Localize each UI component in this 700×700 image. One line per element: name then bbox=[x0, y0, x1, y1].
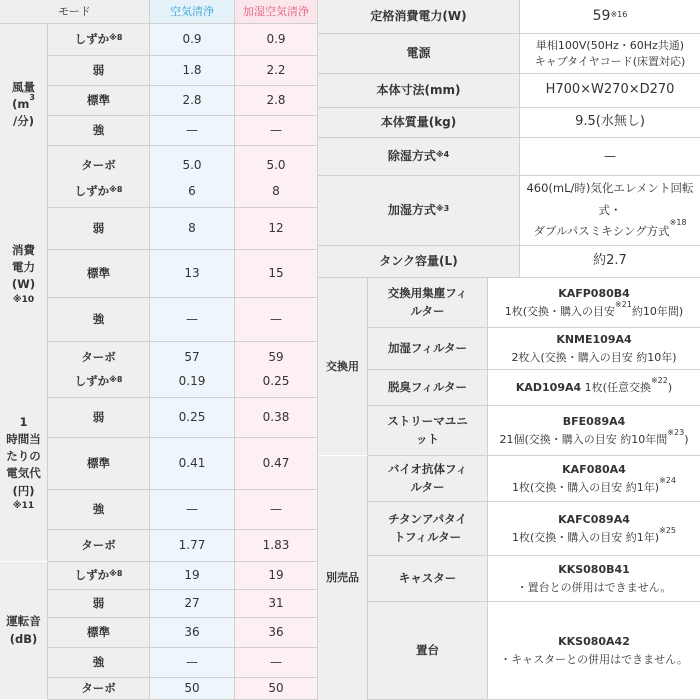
part-code: BFE089A4 bbox=[562, 414, 626, 428]
humid-label-text: 加湿方式 bbox=[387, 202, 436, 217]
part-code: KNME109A4 bbox=[556, 332, 632, 346]
weight-label-text: 本体質量(kg) bbox=[380, 114, 457, 129]
power-value-text: 59 bbox=[592, 8, 611, 25]
cell-air-clean bbox=[150, 590, 235, 618]
group-label-line: 1 bbox=[19, 414, 28, 429]
cell-humid-clean bbox=[235, 86, 318, 116]
cell-humid-clean bbox=[235, 116, 318, 146]
part-code: KKS080B41 bbox=[558, 562, 630, 576]
source-label-text: 電源 bbox=[406, 45, 431, 60]
row-mode-label bbox=[48, 398, 150, 438]
cell-air-clean bbox=[150, 366, 235, 398]
part-detail-line bbox=[500, 651, 688, 669]
cell-air-value: — bbox=[186, 501, 198, 516]
row-mode-label bbox=[48, 562, 150, 590]
row-mode-name: 強 bbox=[92, 312, 105, 327]
row-mode-name: 強 bbox=[92, 123, 105, 138]
weight-label bbox=[318, 108, 520, 138]
header-air-clean bbox=[150, 0, 235, 24]
part-code: KKS080A42 bbox=[558, 634, 630, 648]
row-mode-label bbox=[48, 86, 150, 116]
size-label bbox=[318, 74, 520, 108]
cell-humid-clean bbox=[235, 648, 318, 678]
power-label bbox=[318, 0, 520, 34]
group-label-line: 時間当 bbox=[6, 431, 41, 446]
cell-air-value: — bbox=[186, 122, 198, 137]
part-code: KAFP080B4 bbox=[558, 286, 630, 300]
cell-air-clean bbox=[150, 648, 235, 678]
source-line1: 単相100V(50Hz・60Hz共通) bbox=[535, 38, 685, 52]
group-label-line: 運転音 bbox=[6, 614, 41, 629]
cell-air-value: 0.25 bbox=[178, 409, 206, 424]
part-detail bbox=[488, 456, 700, 502]
cell-air-clean bbox=[150, 24, 235, 56]
cell-air-value: 0.9 bbox=[182, 31, 202, 46]
part-name bbox=[368, 328, 488, 370]
options-group-label bbox=[318, 456, 368, 700]
row-mode-name: 強 bbox=[92, 655, 105, 670]
cell-air-value: 1.8 bbox=[182, 62, 202, 77]
row-mode-name: 標準 bbox=[87, 93, 110, 108]
part-desc: ・キャスターとの併用はできません。 bbox=[500, 652, 688, 666]
cell-air-clean bbox=[150, 678, 235, 700]
group-label-line: 消費 bbox=[12, 242, 35, 257]
size-value bbox=[520, 74, 700, 108]
group-label-line: 電気代 bbox=[6, 466, 41, 481]
part-code: KAF080A4 bbox=[562, 462, 626, 476]
group-label bbox=[0, 24, 48, 186]
cell-air-value: 27 bbox=[184, 595, 200, 610]
row-mode-label bbox=[48, 590, 150, 618]
part-name-line: バイオ抗体フィ bbox=[387, 461, 468, 476]
row-mode-name: ターボ bbox=[81, 158, 116, 173]
row-mode-label bbox=[48, 56, 150, 86]
group-label-line: /分) bbox=[13, 114, 34, 129]
row-mode-name: しずか bbox=[74, 374, 110, 389]
cell-air-clean bbox=[150, 208, 235, 250]
row-mode-label bbox=[48, 176, 150, 208]
humid-line2: ダブルパスミキシング方式 bbox=[533, 224, 670, 239]
part-code: KAD109A4 bbox=[515, 380, 582, 394]
group-label bbox=[0, 562, 48, 700]
part-desc: ・置台との併用はできません。 bbox=[516, 580, 672, 594]
tank-value-text: 約2.7 bbox=[593, 253, 627, 269]
cell-humid-clean bbox=[235, 366, 318, 398]
dehumid-value bbox=[520, 138, 700, 176]
row-mode-label bbox=[48, 530, 150, 562]
part-name bbox=[368, 370, 488, 406]
humid-line2-note: ※18 bbox=[669, 218, 687, 228]
group-label-note: ※10 bbox=[12, 294, 35, 305]
part-name-line: トフィルター bbox=[393, 529, 462, 544]
cell-air-value: 0.41 bbox=[178, 455, 206, 470]
part-name bbox=[368, 602, 488, 700]
row-mode-name: ターボ bbox=[81, 350, 116, 365]
dehumid-label bbox=[318, 138, 520, 176]
left-spec-table bbox=[0, 0, 318, 700]
cell-humid-value: 8 bbox=[272, 183, 280, 198]
part-code: KAFC089A4 bbox=[558, 512, 630, 526]
row-mode-label bbox=[48, 490, 150, 530]
tank-value bbox=[520, 246, 700, 278]
cell-air-value: 8 bbox=[188, 220, 196, 235]
part-detail bbox=[488, 370, 700, 406]
cell-humid-value: 50 bbox=[268, 680, 284, 695]
cell-air-value: 13 bbox=[184, 265, 200, 280]
cell-humid-value: 31 bbox=[268, 595, 284, 610]
part-desc: 1枚(任意交換 bbox=[581, 380, 651, 394]
tank-label bbox=[318, 246, 520, 278]
cell-air-value: 2.8 bbox=[182, 92, 202, 107]
cell-air-clean bbox=[150, 438, 235, 490]
cell-air-value: — bbox=[186, 654, 198, 669]
cell-air-value: 0.19 bbox=[178, 373, 206, 388]
cell-air-value: 36 bbox=[184, 624, 200, 639]
part-name bbox=[368, 556, 488, 602]
part-name bbox=[368, 406, 488, 456]
row-mode-name: 標準 bbox=[87, 266, 110, 281]
part-name-line: 置台 bbox=[416, 642, 439, 657]
part-name-line: ルター bbox=[410, 479, 445, 494]
row-mode-note: ※8 bbox=[109, 32, 123, 42]
part-desc-end: 約10年間) bbox=[631, 304, 684, 318]
cell-humid-clean bbox=[235, 618, 318, 648]
options-group-text: 別売品 bbox=[326, 571, 359, 585]
right-spec-table bbox=[318, 0, 700, 700]
part-name-line: ストリーマユニ bbox=[387, 413, 468, 428]
row-mode-name: 標準 bbox=[87, 625, 110, 640]
dehumid-note: ※4 bbox=[435, 149, 450, 159]
row-mode-label bbox=[48, 618, 150, 648]
cell-air-clean bbox=[150, 618, 235, 648]
cell-air-clean bbox=[150, 398, 235, 438]
part-detail bbox=[488, 602, 700, 700]
part-detail-line bbox=[517, 579, 672, 597]
cell-humid-clean bbox=[235, 298, 318, 342]
replace-group-label bbox=[318, 278, 368, 456]
row-mode-name: 弱 bbox=[92, 410, 105, 425]
cell-humid-clean bbox=[235, 438, 318, 490]
header-mode-label: モード bbox=[58, 4, 91, 18]
part-detail-line bbox=[515, 375, 673, 397]
humid-value bbox=[520, 176, 700, 246]
row-mode-label bbox=[48, 250, 150, 298]
humid-label bbox=[318, 176, 520, 246]
cell-humid-value: — bbox=[270, 501, 282, 516]
part-name bbox=[368, 278, 488, 328]
size-label-text: 本体寸法(mm) bbox=[376, 82, 461, 97]
row-mode-name: 弱 bbox=[92, 596, 105, 611]
cell-humid-value: 2.2 bbox=[266, 62, 286, 77]
part-note: ※23 bbox=[667, 427, 685, 437]
part-detail bbox=[488, 278, 700, 328]
row-mode-name: 強 bbox=[92, 502, 105, 517]
group-label-sup: 3 bbox=[29, 92, 35, 102]
part-name bbox=[368, 456, 488, 502]
cell-humid-value: 1.83 bbox=[262, 537, 290, 552]
cell-humid-value: — bbox=[270, 311, 282, 326]
cell-humid-clean bbox=[235, 678, 318, 700]
cell-air-value: 6 bbox=[188, 183, 196, 198]
part-detail-line bbox=[512, 475, 676, 497]
cell-humid-value: 59 bbox=[268, 349, 284, 364]
cell-humid-value: — bbox=[270, 654, 282, 669]
size-value-text: H700×W270×D270 bbox=[545, 82, 675, 98]
row-mode-name: 標準 bbox=[87, 456, 110, 471]
part-name-line: ット bbox=[416, 431, 439, 446]
row-mode-name: しずか bbox=[74, 32, 110, 47]
group-label-line: 電力 bbox=[12, 260, 35, 275]
power-note: ※16 bbox=[610, 9, 628, 19]
part-desc: 2枚入(交換・購入の目安 約10年) bbox=[511, 350, 677, 364]
row-mode-label bbox=[48, 438, 150, 490]
part-name bbox=[368, 502, 488, 556]
cell-humid-value: 15 bbox=[268, 265, 284, 280]
cell-humid-clean bbox=[235, 398, 318, 438]
weight-value bbox=[520, 108, 700, 138]
group-label-line: (円) bbox=[12, 483, 35, 498]
part-desc: 21個(交換・購入の目安 約10年間 bbox=[499, 432, 668, 446]
group-label-line: (W) bbox=[11, 277, 36, 292]
group-label-line: たりの bbox=[6, 449, 41, 464]
cell-humid-clean bbox=[235, 490, 318, 530]
row-mode-name: ターボ bbox=[81, 681, 116, 696]
group-label bbox=[0, 176, 48, 374]
header-air-clean-label: 空気清浄 bbox=[170, 4, 214, 18]
group-label bbox=[0, 366, 48, 562]
group-label-line: (dB) bbox=[9, 631, 38, 646]
part-detail-line bbox=[512, 525, 676, 547]
part-name-line: キャスター bbox=[398, 570, 457, 585]
source-label bbox=[318, 34, 520, 74]
cell-humid-value: 5.0 bbox=[266, 157, 286, 172]
cell-air-value: 5.0 bbox=[182, 157, 202, 172]
weight-value-text: 9.5(水無し) bbox=[575, 114, 645, 130]
cell-air-value: 50 bbox=[184, 680, 200, 695]
cell-humid-value: 0.25 bbox=[262, 373, 290, 388]
part-name-line: 加湿フィルター bbox=[387, 340, 468, 355]
part-note: ※25 bbox=[659, 525, 676, 535]
humid-note: ※3 bbox=[435, 203, 450, 213]
row-mode-note: ※8 bbox=[109, 374, 123, 384]
row-mode-label bbox=[48, 366, 150, 398]
dehumid-label-text: 除湿方式 bbox=[387, 148, 436, 163]
cell-air-value: 19 bbox=[184, 567, 200, 582]
tank-label-text: タンク容量(L) bbox=[379, 253, 458, 268]
part-desc: 1枚(交換・購入の目安 bbox=[504, 304, 616, 318]
part-name-line: チタンアパタイ bbox=[388, 511, 467, 526]
part-desc: 1枚(交換・購入の目安 約1年) bbox=[512, 480, 660, 494]
part-detail bbox=[488, 502, 700, 556]
cell-humid-value: 2.8 bbox=[266, 92, 286, 107]
cell-air-clean bbox=[150, 530, 235, 562]
cell-air-clean bbox=[150, 116, 235, 146]
part-detail bbox=[488, 406, 700, 456]
cell-air-clean bbox=[150, 298, 235, 342]
dehumid-value-text: — bbox=[604, 148, 616, 163]
part-detail bbox=[488, 328, 700, 370]
cell-air-clean bbox=[150, 86, 235, 116]
cell-humid-value: 0.47 bbox=[262, 455, 290, 470]
cell-humid-value: — bbox=[270, 122, 282, 137]
part-note: ※22 bbox=[650, 375, 668, 385]
source-value bbox=[520, 34, 700, 74]
part-desc-end: ) bbox=[667, 380, 673, 394]
part-name-line: 脱臭フィルター bbox=[387, 379, 468, 394]
cell-air-value: — bbox=[186, 311, 198, 326]
row-mode-label bbox=[48, 116, 150, 146]
replace-group-text: 交換用 bbox=[326, 359, 359, 373]
part-desc-end: ) bbox=[684, 432, 689, 446]
cell-air-clean bbox=[150, 250, 235, 298]
cell-humid-clean bbox=[235, 24, 318, 56]
group-label-note: ※11 bbox=[12, 500, 35, 511]
cell-humid-value: 0.38 bbox=[262, 409, 290, 424]
power-value bbox=[520, 0, 700, 34]
power-label-text: 定格消費電力(W) bbox=[370, 8, 467, 23]
row-mode-name: 弱 bbox=[92, 221, 105, 236]
row-mode-label bbox=[48, 208, 150, 250]
row-mode-name: ターボ bbox=[81, 538, 116, 553]
row-mode-label bbox=[48, 24, 150, 56]
row-mode-note: ※8 bbox=[109, 568, 123, 578]
part-detail-line bbox=[504, 299, 684, 321]
part-note: ※21 bbox=[615, 299, 632, 309]
source-line2: キャブタイヤコード(床置対応) bbox=[534, 54, 686, 68]
row-mode-label bbox=[48, 678, 150, 700]
cell-humid-clean bbox=[235, 562, 318, 590]
header-humid-clean bbox=[235, 0, 318, 24]
cell-humid-value: 36 bbox=[268, 624, 284, 639]
cell-humid-value: 0.9 bbox=[266, 31, 286, 46]
part-detail-line bbox=[511, 349, 676, 367]
row-mode-label bbox=[48, 298, 150, 342]
cell-air-clean bbox=[150, 562, 235, 590]
cell-air-value: 1.77 bbox=[178, 537, 206, 552]
cell-humid-clean bbox=[235, 590, 318, 618]
cell-air-value: 57 bbox=[184, 349, 200, 364]
group-label-line bbox=[12, 92, 35, 113]
cell-humid-value: 12 bbox=[268, 220, 284, 235]
cell-air-clean bbox=[150, 176, 235, 208]
header-humid-clean-label: 加湿空気清浄 bbox=[243, 4, 309, 18]
row-mode-note: ※8 bbox=[109, 184, 123, 194]
part-note: ※24 bbox=[659, 475, 676, 485]
cell-humid-clean bbox=[235, 176, 318, 208]
cell-humid-clean bbox=[235, 250, 318, 298]
cell-humid-clean bbox=[235, 530, 318, 562]
group-label-line: 風量 bbox=[12, 79, 35, 94]
humid-line1: 460(mL/時)気化エレメント回転式・ bbox=[526, 180, 694, 217]
row-mode-name: しずか bbox=[74, 184, 110, 199]
cell-air-clean bbox=[150, 56, 235, 86]
row-mode-name: 弱 bbox=[92, 63, 105, 78]
row-mode-name: しずか bbox=[74, 568, 110, 583]
part-name-line: ルター bbox=[410, 303, 445, 318]
cell-humid-clean bbox=[235, 208, 318, 250]
header-mode bbox=[0, 0, 150, 24]
row-mode-label bbox=[48, 648, 150, 678]
part-desc: 1枚(交換・購入の目安 約1年) bbox=[512, 530, 660, 544]
cell-humid-clean bbox=[235, 56, 318, 86]
part-detail-line bbox=[499, 427, 689, 449]
cell-air-clean bbox=[150, 490, 235, 530]
part-name-line: 交換用集塵フィ bbox=[387, 285, 468, 300]
part-detail bbox=[488, 556, 700, 602]
cell-humid-value: 19 bbox=[268, 567, 284, 582]
group-label-part: (m bbox=[12, 96, 30, 111]
